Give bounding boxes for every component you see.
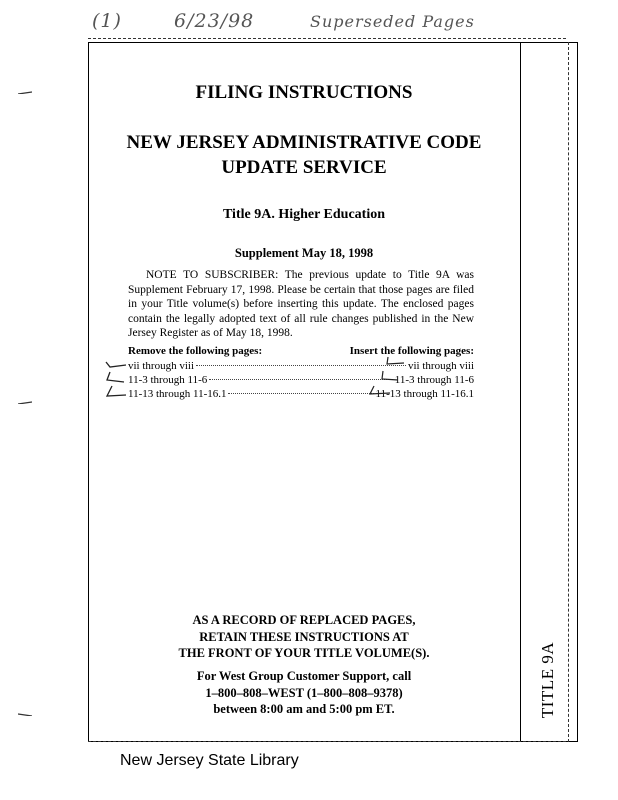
hole-punch-mark bbox=[18, 712, 32, 716]
bottom-dashed-border bbox=[88, 741, 566, 742]
record-instruction bbox=[88, 612, 520, 662]
support-line: For West Group Customer Support, call bbox=[196, 669, 412, 683]
remove-pages: 11-13 through 11-16.1 bbox=[128, 388, 227, 400]
leader-dots bbox=[196, 365, 406, 366]
handwritten-annotation bbox=[88, 8, 508, 38]
title-subject: Title 9A. Higher Education bbox=[222, 207, 386, 222]
code-title-line2: UPDATE SERVICE bbox=[221, 157, 387, 178]
check-mark-icon bbox=[368, 384, 392, 398]
insert-pages: 11-3 through 11-6 bbox=[394, 374, 474, 386]
handwritten-date: 6/23/98 bbox=[174, 10, 255, 32]
check-mark-icon bbox=[104, 384, 128, 400]
top-dashed-border bbox=[88, 38, 566, 39]
table-row bbox=[128, 374, 474, 388]
check-mark-icon bbox=[384, 354, 406, 368]
remove-pages: vii through viii bbox=[128, 360, 194, 372]
title-tab-label: TITLE 9A bbox=[538, 641, 557, 719]
support-phone: 1–800–808–WEST (1–800–808–9378) bbox=[205, 685, 403, 700]
sidebar-edge bbox=[568, 42, 569, 742]
handwritten-mark: (1) bbox=[92, 10, 122, 32]
remove-pages: 11-3 through 11-6 bbox=[128, 374, 208, 386]
subscriber-note bbox=[128, 268, 474, 341]
remove-pages-heading: Remove the following pages: bbox=[128, 345, 263, 357]
table-row bbox=[128, 360, 474, 374]
library-stamp: New Jersey State Library bbox=[120, 752, 299, 769]
leader-dots bbox=[209, 379, 393, 380]
hole-punch-mark bbox=[18, 400, 32, 404]
code-title-line1: NEW JERSEY ADMINISTRATIVE CODE bbox=[126, 132, 482, 153]
insert-pages-heading: Insert the following pages: bbox=[349, 345, 474, 357]
insert-pages: vii through viii bbox=[408, 360, 474, 372]
table-row bbox=[128, 388, 474, 402]
insert-pages: 11-13 through 11-16.1 bbox=[375, 388, 474, 400]
filing-instructions-heading: FILING INSTRUCTIONS bbox=[195, 82, 413, 103]
check-mark-icon bbox=[378, 369, 400, 383]
record-line: RETAIN THESE INSTRUCTIONS AT bbox=[199, 629, 409, 644]
record-line: THE FRONT OF YOUR TITLE VOLUME(S). bbox=[178, 646, 430, 660]
handwritten-note: Superseded Pages bbox=[310, 12, 475, 31]
check-mark-icon bbox=[104, 356, 128, 370]
sidebar-divider bbox=[520, 42, 521, 742]
record-line: AS A RECORD OF REPLACED PAGES, bbox=[192, 613, 416, 627]
supplement-date: Supplement May 18, 1998 bbox=[234, 246, 374, 260]
leader-dots bbox=[228, 393, 373, 394]
support-hours: between 8:00 am and 5:00 pm ET. bbox=[213, 702, 395, 716]
subscriber-note-text: NOTE TO SUBSCRIBER: The previous update to Title 9A was Supplement February 17, 1998. Please be certain that those pages are filed in your Title volume(s) before inserting this update. The enclosed pages contain the legally adopted text of all rule changes published in the New Jersey Register as of May 18, 1998. bbox=[128, 269, 474, 339]
customer-support-info bbox=[88, 668, 520, 718]
hole-punch-mark bbox=[18, 90, 32, 94]
title-tab bbox=[528, 640, 568, 720]
